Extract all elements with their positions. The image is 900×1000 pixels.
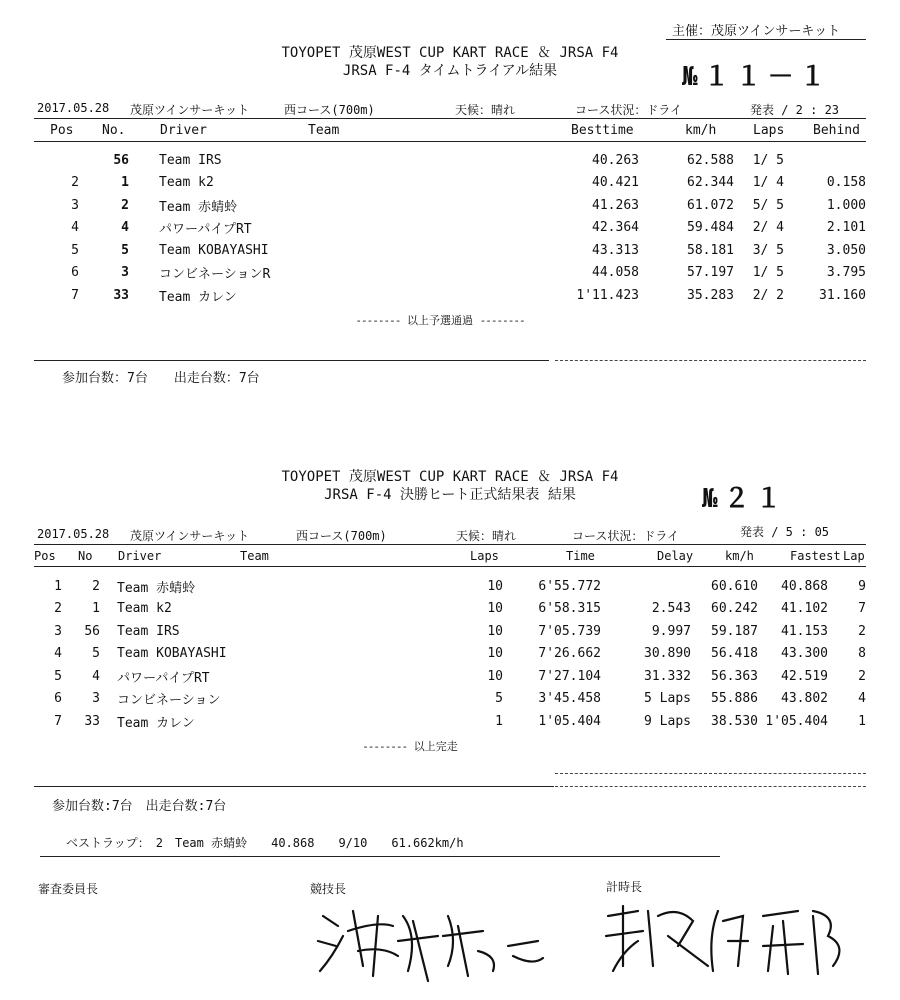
sheet1-venue: 茂原ツインサーキット (130, 103, 250, 117)
table-row (34, 710, 866, 733)
driver-cell: Team IRS (117, 623, 180, 639)
driver-cell: Team k2 (159, 175, 214, 191)
delay-cell: 31.332 (644, 668, 691, 684)
kmh-cell: 56.363 (711, 668, 758, 684)
sheet1-col-team: Team (308, 123, 340, 138)
sheet1-announce: 発表 / 2 : 23 (750, 103, 840, 117)
laps-cell: 10 (487, 623, 503, 639)
sheet1-col-behind: Behind (813, 123, 860, 138)
sheet2-title-line1: TOYOPET 茂原WEST CUP KART RACE ＆ JRSA F4 (281, 469, 619, 485)
best-cell: 42.364 (592, 220, 639, 236)
driver-cell: コンビネーション (117, 693, 221, 709)
sheet1-col-kmh: km/h (685, 123, 717, 138)
behind-cell: 1.000 (826, 197, 866, 213)
lap-cell: 1 (858, 713, 866, 729)
driver-cell: Team KOBAYASHI (159, 242, 269, 258)
delay-cell: 9 Laps (644, 713, 691, 729)
table-row (34, 575, 866, 598)
table-row (34, 149, 866, 172)
table-row (34, 643, 866, 666)
kmh-cell: 56.418 (711, 646, 758, 662)
kmh-cell: 38.530 (711, 713, 758, 729)
pos-cell: 5 (54, 668, 62, 684)
driver-cell: Team IRS (159, 152, 222, 168)
laps-cell: 1 (495, 713, 503, 729)
fastest-cell: 40.868 (781, 578, 828, 594)
laps-cell: 1/ 4 (752, 175, 784, 191)
driver-cell: コンビネーションR (159, 267, 271, 283)
table-row (34, 239, 866, 262)
fastest-cell: 43.300 (781, 646, 828, 662)
time-cell: 6'55.772 (538, 578, 601, 594)
driver-cell: Team KOBAYASHI (117, 646, 227, 662)
lap-cell: 7 (858, 601, 866, 617)
sheet1-results-table (34, 149, 866, 307)
delay-cell: 9.997 (651, 623, 691, 639)
time-cell: 6'58.315 (538, 601, 601, 617)
pos-cell: 5 (71, 242, 79, 258)
no-cell: 1 (121, 175, 129, 191)
driver-cell: Team カレン (117, 715, 195, 731)
sheet1-col-besttime: Besttime (571, 123, 634, 138)
behind-cell: 3.050 (826, 242, 866, 258)
no-cell: 4 (92, 668, 100, 684)
lap-cell: 9 (858, 578, 866, 594)
driver-cell: Team 赤蜻蛉 (159, 199, 238, 215)
driver-cell: Team カレン (159, 289, 237, 305)
pos-cell: 3 (54, 623, 62, 639)
sheet2-col-time: Time (566, 549, 595, 563)
pos-cell: 4 (71, 220, 79, 236)
no-cell: 33 (113, 287, 129, 303)
time-cell: 1'05.404 (538, 713, 601, 729)
lap-cell: 4 (858, 691, 866, 707)
no-cell: 3 (92, 691, 100, 707)
sheet2-col-team: Team (240, 549, 269, 563)
best-cell: 40.263 (592, 152, 639, 168)
no-cell: 56 (113, 152, 129, 168)
no-cell: 56 (84, 623, 100, 639)
lap-cell: 2 (858, 668, 866, 684)
pos-cell: 2 (54, 601, 62, 617)
best-cell: 43.313 (592, 242, 639, 258)
sheet2-header-rule (34, 544, 866, 545)
no-cell: 5 (92, 646, 100, 662)
lap-cell: 8 (858, 646, 866, 662)
sheet1-weather: 天候：晴れ (455, 103, 516, 117)
sheet2-number: №２１ (702, 484, 788, 514)
pos-cell (34, 149, 79, 172)
best-cell: 41.263 (592, 197, 639, 213)
best-lap-rule (40, 856, 720, 857)
pos-cell: 4 (54, 646, 62, 662)
sheet2-colhead-rule (34, 566, 866, 567)
no-cell: 33 (84, 713, 100, 729)
kmh-cell: 60.610 (711, 578, 758, 594)
no-cell: 5 (121, 242, 129, 258)
laps-cell: 10 (487, 668, 503, 684)
table-row (34, 284, 866, 307)
table-row (34, 665, 866, 688)
sheet1-title-line1: TOYOPET 茂原WEST CUP KART RACE ＆ JRSA F4 (281, 45, 619, 61)
laps-cell: 2/ 2 (752, 287, 784, 303)
kmh-cell: 57.197 (687, 265, 734, 281)
sheet1-col-driver: Driver (160, 123, 207, 138)
sheet1-bottom-rule-left (34, 360, 549, 361)
pos-cell: 7 (71, 287, 79, 303)
kmh-cell: 59.187 (711, 623, 758, 639)
table-row (34, 262, 866, 285)
organizer-underline (666, 39, 866, 40)
organizer-label: 主催：茂原ツインサーキット (672, 24, 841, 39)
sheet1-date: 2017.05.28 (37, 101, 110, 115)
laps-cell: 3/ 5 (752, 242, 784, 258)
fastest-cell: 43.802 (781, 691, 828, 707)
kmh-cell: 55.886 (711, 691, 758, 707)
no-cell: 2 (121, 197, 129, 213)
sheet2-bottom-rule-right (555, 786, 866, 787)
fastest-cell: 41.102 (781, 601, 828, 617)
no-cell: 2 (92, 578, 100, 594)
laps-cell: 1/ 5 (752, 265, 784, 281)
best-cell: 1'11.423 (576, 287, 639, 303)
sheet2-course: 西コース(700m) (296, 529, 387, 543)
laps-cell: 2/ 4 (752, 220, 784, 236)
sheet1-col-pos: Pos (50, 123, 74, 138)
sheet2-venue: 茂原ツインサーキット (130, 529, 250, 543)
director-label: 競技長 (310, 882, 347, 896)
best-cell: 44.058 (592, 265, 639, 281)
driver-cell: パワーパイプRT (159, 222, 252, 238)
timekeeper-label: 計時長 (606, 880, 643, 894)
sheet2-weather: 天候：晴れ (456, 529, 517, 543)
kmh-cell: 60.242 (711, 601, 758, 617)
director-signature (308, 896, 558, 986)
sheet1-number: №１１－１ (682, 62, 832, 92)
no-cell: 1 (92, 601, 100, 617)
pos-cell: 2 (71, 175, 79, 191)
kmh-cell: 62.588 (687, 152, 734, 168)
fastest-cell: 41.153 (781, 623, 828, 639)
pos-cell: 6 (71, 265, 79, 281)
laps-cell: 5/ 5 (752, 197, 784, 213)
sheet1-col-laps: Laps (753, 123, 785, 138)
sheet2-col-driver: Driver (118, 549, 162, 563)
delay-cell: 30.890 (644, 646, 691, 662)
driver-cell: Team 赤蜻蛉 (117, 580, 196, 596)
behind-cell: 2.101 (826, 220, 866, 236)
sheet2-col-delay: Delay (657, 549, 694, 563)
sheet1-bottom-rule-right (555, 360, 866, 361)
kmh-cell: 62.344 (687, 175, 734, 191)
pos-cell: 6 (54, 691, 62, 707)
lap-cell: 2 (858, 623, 866, 639)
delay-cell (601, 575, 691, 598)
sheet1-colhead-rule (34, 141, 866, 142)
best-cell: 40.421 (592, 175, 639, 191)
no-cell: 4 (121, 220, 129, 236)
fastest-cell: 42.519 (781, 668, 828, 684)
delay-cell: 2.543 (651, 601, 691, 617)
kmh-cell: 35.283 (687, 287, 734, 303)
sheet1-title-line2: JRSA F-4 タイムトライアル結果 (342, 63, 558, 79)
time-cell: 7'05.739 (538, 623, 601, 639)
laps-cell: 1/ 5 (752, 152, 784, 168)
sheet2-date: 2017.05.28 (37, 527, 110, 541)
time-cell: 7'26.662 (538, 646, 601, 662)
laps-cell: 10 (487, 601, 503, 617)
sheet2-best-lap: ベストラップ： 2 Team 赤蜻蛉 40.868 9/10 61.662km/h (66, 836, 464, 850)
table-row (34, 598, 866, 621)
pos-cell: 1 (54, 578, 62, 594)
sheet2-title-line2: JRSA F-4 決勝ヒート正式結果表 結果 (324, 487, 576, 503)
kmh-cell: 59.484 (687, 220, 734, 236)
sheet2-col-laps: Laps (470, 549, 499, 563)
laps-cell: 10 (487, 578, 503, 594)
time-cell: 7'27.104 (538, 668, 601, 684)
timekeeper-signature (598, 896, 860, 980)
table-row (34, 217, 866, 240)
sheet1-course: 西コース(700m) (284, 103, 375, 117)
driver-cell: Team k2 (117, 601, 172, 617)
kmh-cell: 61.072 (687, 197, 734, 213)
kmh-cell: 58.181 (687, 242, 734, 258)
sheet2-results-table (34, 575, 866, 733)
sheet1-footnote: -------- 以上予選通過 -------- (355, 314, 525, 327)
pos-cell: 7 (54, 713, 62, 729)
sheet1-col-no: No. (102, 123, 126, 138)
laps-cell: 10 (487, 646, 503, 662)
behind-cell (784, 149, 866, 172)
sheet2-upper-rule-right (555, 773, 866, 774)
sheet2-entries: 参加台数:7台 出走台数:7台 (52, 799, 227, 814)
laps-cell: 5 (495, 691, 503, 707)
fastest-cell: 1'05.404 (765, 713, 828, 729)
behind-cell: 31.160 (819, 287, 866, 303)
sheet2-track: コース状況：ドライ (572, 529, 680, 543)
sheet2-col-no: No (78, 549, 93, 563)
behind-cell: 0.158 (826, 175, 866, 191)
behind-cell: 3.795 (826, 265, 866, 281)
table-row (34, 620, 866, 643)
sheet2-bottom-rule-left (34, 786, 554, 787)
table-row (34, 688, 866, 711)
sheet1-entries: 参加台数：7台 出走台数：7台 (62, 371, 260, 386)
sheet1-track: コース状況：ドライ (575, 103, 683, 117)
sheet1-header-rule (34, 118, 866, 119)
sheet1-footnote-text: 以上予選通過 (407, 314, 473, 327)
sheet2-col-pos: Pos (34, 549, 56, 563)
table-row (34, 172, 866, 195)
delay-cell: 5 Laps (644, 691, 691, 707)
pos-cell: 3 (71, 197, 79, 213)
sheet2-announce: 発表 / 5 : 05 (740, 525, 830, 539)
no-cell: 3 (121, 265, 129, 281)
steward-label: 審査委員長 (38, 882, 99, 896)
table-row (34, 194, 866, 217)
driver-cell: パワーパイプRT (117, 670, 210, 686)
sheet2-footnote: -------- 以上完走 (362, 740, 458, 753)
sheet2-footnote-text: 以上完走 (413, 740, 458, 753)
sheet2-col-lap: Lap (843, 549, 865, 563)
sheet2-col-kmh: km/h (725, 549, 754, 563)
sheet2-col-fastest: Fastest (790, 549, 841, 563)
time-cell: 3'45.458 (538, 691, 601, 707)
